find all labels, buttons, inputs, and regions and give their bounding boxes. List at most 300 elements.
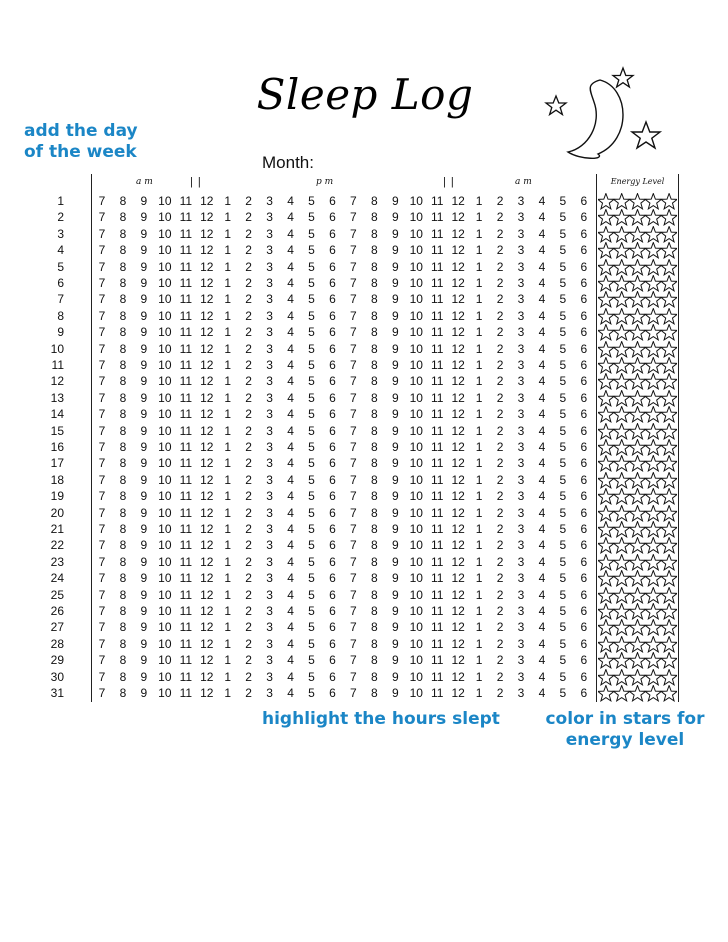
star-icon[interactable] [629, 374, 645, 389]
hour-cell[interactable]: 9 [391, 440, 399, 454]
hour-cell[interactable]: 5 [559, 243, 567, 258]
hour-cell[interactable]: 2 [245, 423, 252, 438]
hour-cell[interactable]: 11 [430, 243, 444, 258]
hour-cell[interactable]: 3 [517, 194, 525, 208]
hour-cell[interactable]: 2 [245, 374, 252, 389]
hour-cell[interactable]: 9 [391, 604, 399, 618]
hour-cell[interactable]: 8 [371, 620, 378, 635]
hour-cell[interactable]: 1 [224, 325, 232, 340]
hour-cell[interactable]: 8 [119, 423, 127, 438]
hour-cell[interactable]: 10 [409, 456, 423, 471]
star-icon[interactable] [598, 620, 614, 635]
hour-cell[interactable]: 4 [287, 226, 294, 241]
star-icon[interactable] [614, 472, 630, 487]
hour-cell[interactable]: 1 [224, 308, 232, 323]
hour-cell[interactable]: 12 [451, 292, 465, 307]
hour-cell[interactable]: 11 [430, 571, 444, 586]
star-icon[interactable] [661, 423, 677, 438]
hour-cell[interactable]: 6 [580, 325, 588, 340]
hour-cell[interactable]: 5 [559, 472, 567, 487]
hour-cell[interactable]: 5 [559, 325, 567, 340]
star-icon[interactable] [629, 390, 645, 405]
hour-cell[interactable]: 12 [451, 554, 465, 569]
star-icon[interactable] [614, 374, 630, 389]
hour-cell[interactable]: 11 [430, 423, 444, 438]
hour-cell[interactable]: 3 [266, 292, 273, 307]
hour-cell[interactable]: 1 [475, 259, 483, 274]
star-icon[interactable] [614, 423, 630, 438]
hour-cell[interactable]: 11 [430, 210, 444, 225]
hour-cell[interactable]: 5 [559, 686, 567, 700]
hour-cell[interactable]: 8 [119, 226, 127, 241]
hour-cell[interactable]: 9 [391, 276, 399, 290]
hour-cell[interactable]: 4 [287, 636, 294, 651]
hour-cell[interactable]: 7 [350, 358, 357, 372]
hour-cell[interactable]: 12 [200, 489, 214, 504]
hour-cell[interactable]: 3 [266, 259, 273, 274]
hour-cell[interactable]: 4 [538, 226, 546, 241]
hour-cell[interactable]: 9 [391, 489, 399, 504]
hour-cell[interactable]: 3 [266, 194, 273, 208]
hour-cell[interactable]: 9 [391, 636, 399, 651]
hour-cell[interactable]: 11 [430, 390, 444, 405]
hour-cell[interactable]: 10 [158, 308, 172, 323]
hour-cell[interactable]: 10 [158, 604, 172, 618]
star-icon[interactable] [614, 325, 630, 340]
hour-cell[interactable]: 4 [538, 522, 546, 536]
hour-cell[interactable]: 4 [287, 686, 294, 700]
hour-cell[interactable]: 6 [329, 505, 336, 520]
hour-cell[interactable]: 10 [409, 423, 423, 438]
hour-cell[interactable]: 12 [451, 456, 465, 471]
hour-cell[interactable]: 8 [371, 390, 378, 405]
hour-cell[interactable]: 2 [245, 554, 252, 569]
hour-cell[interactable]: 12 [451, 276, 465, 290]
hour-cell[interactable]: 9 [391, 456, 399, 471]
hour-cell[interactable]: 9 [140, 604, 148, 618]
hour-cell[interactable]: 12 [451, 423, 465, 438]
hour-cell[interactable]: 3 [517, 407, 525, 422]
hour-cell[interactable]: 8 [119, 636, 127, 651]
hour-cell[interactable]: 2 [245, 456, 252, 471]
hour-cell[interactable]: 8 [371, 636, 378, 651]
star-icon[interactable] [614, 194, 630, 209]
hour-cell[interactable]: 12 [200, 686, 214, 700]
hour-cell[interactable]: 7 [350, 374, 357, 389]
hour-cell[interactable]: 1 [475, 686, 483, 700]
hour-cell[interactable]: 11 [430, 325, 444, 340]
hour-cell[interactable]: 7 [350, 686, 357, 700]
hour-cell[interactable]: 4 [287, 505, 294, 520]
hour-cell[interactable]: 9 [391, 423, 399, 438]
hour-cell[interactable]: 8 [119, 325, 127, 340]
hour-cell[interactable]: 10 [158, 341, 172, 356]
hour-cell[interactable]: 2 [496, 276, 504, 290]
hour-cell[interactable]: 8 [371, 292, 378, 307]
hour-cell[interactable]: 3 [517, 620, 525, 635]
hour-cell[interactable]: 2 [245, 686, 252, 700]
hour-cell[interactable]: 7 [350, 210, 357, 225]
hour-cell[interactable]: 11 [179, 390, 193, 405]
star-icon[interactable] [629, 243, 645, 258]
hour-cell[interactable]: 11 [430, 653, 444, 668]
hour-cell[interactable]: 5 [308, 636, 315, 651]
hour-cell[interactable]: 2 [245, 604, 252, 618]
hour-cell[interactable]: 6 [329, 226, 336, 241]
hour-cell[interactable]: 4 [538, 587, 546, 602]
hour-cell[interactable]: 12 [200, 358, 214, 372]
hour-cell[interactable]: 9 [140, 226, 148, 241]
star-icon[interactable] [598, 472, 614, 487]
hour-cell[interactable]: 4 [287, 538, 294, 553]
hour-cell[interactable]: 2 [496, 292, 504, 307]
hour-cell[interactable]: 1 [475, 538, 483, 553]
star-icon[interactable] [598, 686, 614, 701]
star-icon[interactable] [598, 587, 614, 602]
hour-cell[interactable]: 10 [409, 653, 423, 668]
hour-cell[interactable]: 1 [224, 226, 232, 241]
hour-cell[interactable]: 6 [580, 620, 588, 635]
hour-cell[interactable]: 5 [308, 554, 315, 569]
hour-cell[interactable]: 8 [371, 571, 378, 586]
hour-cell[interactable]: 2 [245, 407, 252, 422]
hour-cell[interactable]: 8 [119, 276, 127, 290]
hour-cell[interactable]: 8 [119, 522, 127, 536]
hour-cell[interactable]: 6 [329, 456, 336, 471]
hour-cell[interactable]: 4 [538, 686, 546, 700]
hour-cell[interactable]: 2 [245, 390, 252, 405]
hour-cell[interactable]: 9 [140, 276, 148, 290]
hour-cell[interactable]: 11 [179, 292, 193, 307]
hour-cell[interactable]: 12 [200, 440, 214, 454]
hour-cell[interactable]: 7 [350, 423, 357, 438]
hour-cell[interactable]: 9 [140, 423, 148, 438]
hour-cell[interactable]: 8 [119, 456, 127, 471]
hour-cell[interactable]: 12 [451, 489, 465, 504]
hour-cell[interactable]: 12 [200, 276, 214, 290]
hour-cell[interactable]: 2 [245, 325, 252, 340]
hour-cell[interactable]: 5 [308, 210, 315, 225]
star-icon[interactable] [614, 358, 630, 373]
hour-cell[interactable]: 2 [496, 554, 504, 569]
star-icon[interactable] [645, 358, 661, 373]
hour-cell[interactable]: 10 [409, 226, 423, 241]
hour-cell[interactable]: 5 [308, 390, 315, 405]
star-icon[interactable] [598, 308, 614, 323]
hour-cell[interactable]: 3 [517, 243, 525, 258]
hour-cell[interactable]: 8 [371, 374, 378, 389]
hour-cell[interactable]: 12 [451, 374, 465, 389]
hour-cell[interactable]: 2 [496, 407, 504, 422]
hour-cell[interactable]: 12 [451, 243, 465, 258]
hour-cell[interactable]: 6 [329, 669, 336, 684]
hour-cell[interactable]: 9 [140, 358, 148, 372]
hour-cell[interactable]: 8 [119, 554, 127, 569]
star-icon[interactable] [614, 210, 630, 225]
star-icon[interactable] [645, 669, 661, 684]
hour-cell[interactable]: 5 [559, 390, 567, 405]
hour-cell[interactable]: 5 [308, 522, 315, 536]
hour-cell[interactable]: 10 [409, 243, 423, 258]
hour-cell[interactable]: 5 [559, 308, 567, 323]
hour-cell[interactable]: 11 [179, 571, 193, 586]
hour-cell[interactable]: 3 [266, 686, 273, 700]
hour-cell[interactable]: 4 [287, 210, 294, 225]
hour-cell[interactable]: 5 [308, 407, 315, 422]
hour-cell[interactable]: 3 [517, 538, 525, 553]
hour-cell[interactable]: 12 [451, 686, 465, 700]
hour-cell[interactable]: 6 [580, 554, 588, 569]
hour-cell[interactable]: 5 [559, 505, 567, 520]
hour-cell[interactable]: 11 [179, 620, 193, 635]
star-icon[interactable] [645, 259, 661, 274]
hour-cell[interactable]: 11 [430, 686, 444, 700]
hour-cell[interactable]: 7 [98, 472, 106, 487]
hour-cell[interactable]: 10 [158, 325, 172, 340]
hour-cell[interactable]: 8 [371, 423, 378, 438]
hour-cell[interactable]: 12 [200, 210, 214, 225]
star-icon[interactable] [645, 390, 661, 405]
hour-cell[interactable]: 2 [245, 472, 252, 487]
star-icon[interactable] [598, 259, 614, 274]
star-icon[interactable] [661, 292, 677, 307]
hour-cell[interactable]: 11 [179, 341, 193, 356]
hour-cell[interactable]: 1 [475, 407, 483, 422]
star-icon[interactable] [598, 390, 614, 405]
star-icon[interactable] [661, 358, 677, 373]
hour-cell[interactable]: 7 [98, 522, 106, 536]
hour-cell[interactable]: 6 [580, 505, 588, 520]
hour-cell[interactable]: 3 [266, 341, 273, 356]
hour-cell[interactable]: 6 [580, 604, 588, 618]
hour-cell[interactable]: 10 [409, 292, 423, 307]
star-icon[interactable] [614, 554, 630, 569]
hour-cell[interactable]: 10 [409, 407, 423, 422]
hour-cell[interactable]: 1 [224, 472, 232, 487]
hour-cell[interactable]: 2 [245, 669, 252, 684]
hour-cell[interactable]: 5 [308, 489, 315, 504]
hour-cell[interactable]: 12 [200, 522, 214, 536]
hour-cell[interactable]: 1 [224, 604, 232, 618]
hour-cell[interactable]: 11 [179, 325, 193, 340]
hour-cell[interactable]: 10 [409, 276, 423, 290]
star-icon[interactable] [614, 571, 630, 586]
star-icon[interactable] [661, 636, 677, 651]
hour-cell[interactable]: 6 [580, 522, 588, 536]
hour-cell[interactable]: 3 [266, 669, 273, 684]
star-icon[interactable] [645, 554, 661, 569]
hour-cell[interactable]: 8 [119, 538, 127, 553]
hour-cell[interactable]: 11 [430, 620, 444, 635]
hour-cell[interactable]: 2 [496, 390, 504, 405]
star-icon[interactable] [645, 341, 661, 356]
hour-cell[interactable]: 2 [496, 374, 504, 389]
hour-cell[interactable]: 2 [496, 456, 504, 471]
hour-cell[interactable]: 6 [329, 390, 336, 405]
hour-cell[interactable]: 6 [580, 456, 588, 471]
star-icon[interactable] [629, 538, 645, 553]
hour-cell[interactable]: 6 [580, 358, 588, 372]
hour-cell[interactable]: 6 [580, 407, 588, 422]
hour-cell[interactable]: 5 [308, 341, 315, 356]
hour-cell[interactable]: 1 [224, 620, 232, 635]
hour-cell[interactable]: 11 [430, 472, 444, 487]
star-icon[interactable] [645, 686, 661, 701]
hour-cell[interactable]: 7 [350, 292, 357, 307]
hour-cell[interactable]: 11 [430, 489, 444, 504]
hour-cell[interactable]: 11 [430, 636, 444, 651]
hour-cell[interactable]: 11 [430, 538, 444, 553]
hour-cell[interactable]: 3 [266, 226, 273, 241]
hour-cell[interactable]: 10 [409, 538, 423, 553]
hour-cell[interactable]: 3 [266, 620, 273, 635]
hour-cell[interactable]: 9 [391, 653, 399, 668]
star-icon[interactable] [661, 194, 677, 209]
hour-cell[interactable]: 6 [580, 194, 588, 208]
star-icon[interactable] [645, 538, 661, 553]
star-icon[interactable] [598, 423, 614, 438]
hour-cell[interactable]: 4 [538, 489, 546, 504]
hour-cell[interactable]: 8 [119, 194, 127, 208]
hour-cell[interactable]: 3 [517, 686, 525, 700]
hour-cell[interactable]: 12 [200, 407, 214, 422]
hour-cell[interactable]: 9 [140, 308, 148, 323]
hour-cell[interactable]: 4 [538, 407, 546, 422]
hour-cell[interactable]: 3 [266, 358, 273, 372]
star-icon[interactable] [614, 538, 630, 553]
hour-cell[interactable]: 12 [200, 194, 214, 208]
hour-cell[interactable]: 8 [371, 210, 378, 225]
star-icon[interactable] [614, 341, 630, 356]
hour-cell[interactable]: 12 [451, 522, 465, 536]
hour-cell[interactable]: 2 [496, 472, 504, 487]
hour-cell[interactable]: 9 [391, 587, 399, 602]
hour-cell[interactable]: 12 [451, 538, 465, 553]
hour-cell[interactable]: 1 [475, 374, 483, 389]
hour-cell[interactable]: 3 [517, 259, 525, 274]
hour-cell[interactable]: 1 [475, 358, 483, 372]
hour-cell[interactable]: 10 [158, 276, 172, 290]
hour-cell[interactable]: 6 [580, 423, 588, 438]
hour-cell[interactable]: 12 [200, 423, 214, 438]
hour-cell[interactable]: 1 [475, 210, 483, 225]
hour-cell[interactable]: 11 [430, 522, 444, 536]
hour-cell[interactable]: 8 [119, 653, 127, 668]
hour-cell[interactable]: 4 [287, 390, 294, 405]
hour-cell[interactable]: 12 [200, 620, 214, 635]
star-icon[interactable] [629, 292, 645, 307]
hour-cell[interactable]: 8 [119, 390, 127, 405]
hour-cell[interactable]: 5 [559, 538, 567, 553]
star-icon[interactable] [614, 604, 630, 619]
hour-cell[interactable]: 1 [224, 390, 232, 405]
hour-cell[interactable]: 2 [496, 358, 504, 372]
hour-cell[interactable]: 6 [329, 325, 336, 340]
hour-cell[interactable]: 4 [538, 194, 546, 208]
hour-cell[interactable]: 11 [430, 374, 444, 389]
hour-cell[interactable]: 2 [245, 210, 252, 225]
hour-cell[interactable]: 7 [98, 308, 106, 323]
star-icon[interactable] [629, 194, 645, 209]
hour-cell[interactable]: 4 [538, 210, 546, 225]
hour-cell[interactable]: 5 [308, 374, 315, 389]
hour-cell[interactable]: 7 [350, 489, 357, 504]
hour-cell[interactable]: 4 [538, 554, 546, 569]
hour-cell[interactable]: 7 [98, 456, 106, 471]
hour-cell[interactable]: 11 [430, 407, 444, 422]
star-icon[interactable] [645, 620, 661, 635]
hour-cell[interactable]: 7 [350, 226, 357, 241]
hour-cell[interactable]: 9 [140, 210, 148, 225]
hour-cell[interactable]: 3 [266, 390, 273, 405]
hour-cell[interactable]: 12 [451, 341, 465, 356]
hour-cell[interactable]: 10 [409, 522, 423, 536]
hour-cell[interactable]: 11 [179, 243, 193, 258]
hour-cell[interactable]: 10 [409, 489, 423, 504]
hour-cell[interactable]: 10 [158, 390, 172, 405]
hour-cell[interactable]: 8 [119, 505, 127, 520]
hour-cell[interactable]: 8 [371, 259, 378, 274]
hour-cell[interactable]: 11 [179, 423, 193, 438]
hour-cell[interactable]: 5 [559, 210, 567, 225]
star-icon[interactable] [661, 587, 677, 602]
hour-cell[interactable]: 4 [287, 308, 294, 323]
hour-cell[interactable]: 7 [98, 505, 106, 520]
star-icon[interactable] [645, 505, 661, 520]
hour-cell[interactable]: 3 [517, 440, 525, 454]
star-icon[interactable] [614, 587, 630, 602]
hour-cell[interactable]: 6 [580, 308, 588, 323]
hour-cell[interactable]: 11 [430, 554, 444, 569]
hour-cell[interactable]: 12 [451, 407, 465, 422]
hour-cell[interactable]: 7 [350, 456, 357, 471]
hour-cell[interactable]: 1 [224, 243, 232, 258]
hour-cell[interactable]: 5 [559, 489, 567, 504]
hour-cell[interactable]: 6 [580, 341, 588, 356]
hour-cell[interactable]: 4 [287, 358, 294, 372]
hour-cell[interactable]: 5 [308, 587, 315, 602]
hour-cell[interactable]: 3 [517, 669, 525, 684]
hour-cell[interactable]: 10 [409, 571, 423, 586]
star-icon[interactable] [661, 390, 677, 405]
hour-cell[interactable]: 9 [391, 686, 399, 700]
star-icon[interactable] [598, 653, 614, 668]
star-icon[interactable] [629, 472, 645, 487]
hour-cell[interactable]: 9 [140, 390, 148, 405]
hour-cell[interactable]: 5 [559, 669, 567, 684]
star-icon[interactable] [598, 276, 614, 291]
hour-cell[interactable]: 5 [308, 472, 315, 487]
hour-cell[interactable]: 4 [538, 571, 546, 586]
hour-cell[interactable]: 6 [580, 226, 588, 241]
hour-cell[interactable]: 2 [496, 226, 504, 241]
hour-cell[interactable]: 6 [329, 308, 336, 323]
hour-cell[interactable]: 8 [371, 407, 378, 422]
hour-cell[interactable]: 5 [308, 538, 315, 553]
hour-cell[interactable]: 9 [140, 243, 148, 258]
hour-cell[interactable]: 2 [496, 538, 504, 553]
star-icon[interactable] [614, 292, 630, 307]
star-icon[interactable] [645, 456, 661, 471]
hour-cell[interactable]: 12 [200, 325, 214, 340]
hour-cell[interactable]: 7 [350, 554, 357, 569]
star-icon[interactable] [614, 456, 630, 471]
star-icon[interactable] [661, 456, 677, 471]
hour-cell[interactable]: 6 [329, 259, 336, 274]
hour-cell[interactable]: 9 [391, 243, 399, 258]
hour-cell[interactable]: 1 [475, 489, 483, 504]
star-icon[interactable] [598, 489, 614, 504]
